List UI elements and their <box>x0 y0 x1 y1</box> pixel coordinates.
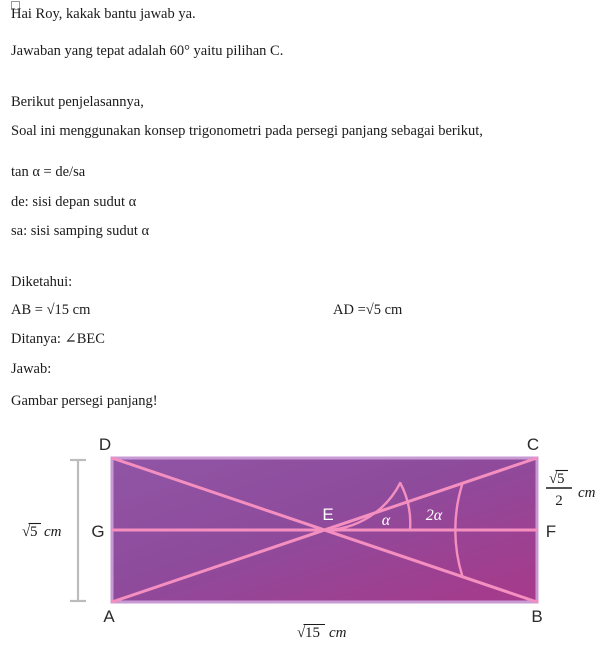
left-unit: cm <box>44 524 62 540</box>
draw-instruction-text: Gambar persegi panjang! <box>11 393 158 409</box>
answer-heading-text: Jawab: <box>11 361 52 377</box>
vertex-label-a: A <box>103 607 115 626</box>
greeting-text: Hai Roy, kakak bantu jawab ya. <box>11 6 196 22</box>
asked-text: Ditanya: ∠BEC <box>11 331 105 347</box>
right-numerator-radicand: 5 <box>557 471 565 487</box>
left-radical-sign: √ <box>22 524 31 540</box>
explanation-intro-text: Berikut penjelasannya, <box>11 94 144 110</box>
angle-label-alpha: α <box>381 512 391 529</box>
vertex-label-c: C <box>526 435 540 454</box>
vertex-label-f: F <box>545 522 557 541</box>
right-denominator: 2 <box>555 493 563 509</box>
rectangle-diagram <box>0 420 607 648</box>
concept-text: Soal ini menggunakan konsep trigonometri pada persegi panjang sebagai berikut, <box>11 123 483 139</box>
bottom-unit: cm <box>329 625 347 641</box>
right-radical-sign: √ <box>549 471 558 487</box>
answer-summary-text: Jawaban yang tepat adalah 60° yaitu pilihan C. <box>11 43 284 59</box>
angle-label-two-alpha: 2α <box>425 507 443 524</box>
vertex-label-e: E <box>322 505 334 524</box>
vertex-label-d: D <box>98 435 112 454</box>
definition-de-text: de: sisi depan sudut α <box>11 194 137 210</box>
vertex-label-b: B <box>531 607 543 626</box>
right-unit: cm <box>578 485 596 501</box>
bottom-radicand: 15 <box>305 625 320 641</box>
vertex-label-g: G <box>91 522 105 541</box>
known-ad-text: AD =√5 cm <box>333 302 403 318</box>
left-radicand: 5 <box>30 524 38 540</box>
formula-text: tan α = de/sa <box>11 164 86 180</box>
dimension-label-bottom <box>297 625 347 642</box>
dimension-label-right <box>546 471 596 510</box>
known-ab-text: AB = √15 cm <box>11 302 91 318</box>
dimension-rule-left <box>70 460 86 601</box>
known-heading-text: Diketahui: <box>11 274 73 290</box>
dimension-label-left <box>22 524 62 541</box>
bottom-radical-sign: √ <box>297 625 306 641</box>
definition-sa-text: sa: sisi samping sudut α <box>11 223 150 239</box>
